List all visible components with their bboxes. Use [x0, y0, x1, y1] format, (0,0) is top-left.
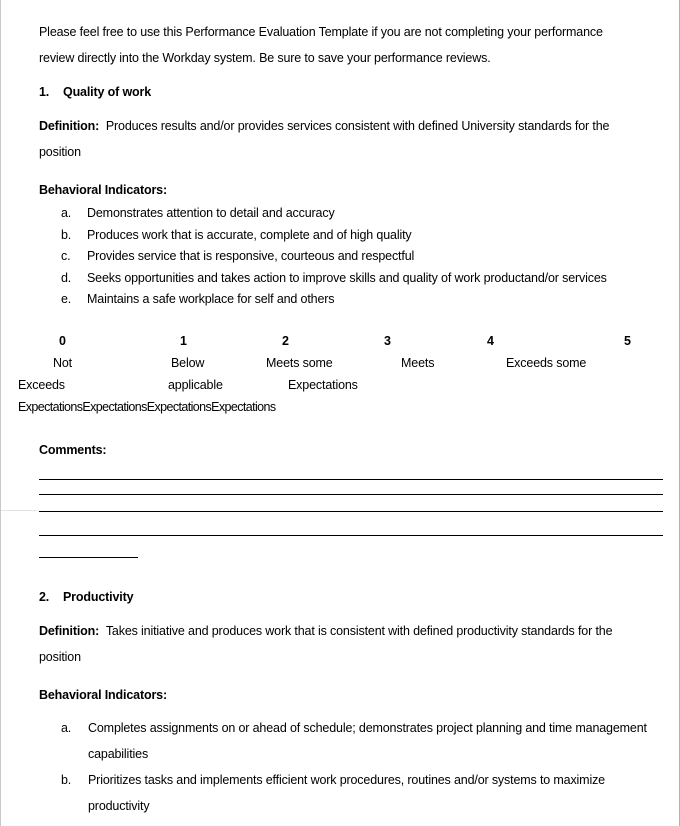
rating-label-not: Not: [53, 356, 73, 370]
rating-tick-5: 5: [624, 334, 631, 348]
definition-text-2: Takes initiative and produces work that is consistent with defined productivity standards for the position: [39, 624, 613, 664]
behavioral-indicators-heading-2: Behavioral Indicators:: [39, 688, 167, 702]
definition-text-1: Produces results and/or provides services consistent with defined University standards for the position: [39, 119, 610, 159]
indicator-item: [61, 767, 669, 819]
rating-label-exceeds-some: Exceeds some: [506, 356, 587, 370]
rating-label-below: Below: [171, 356, 205, 370]
section-heading-1: [39, 83, 151, 101]
indicator-marker: d.: [61, 270, 72, 285]
comment-line[interactable]: [39, 479, 663, 480]
definition-1: [39, 113, 643, 165]
indicator-text: Maintains a safe workplace for self and others: [87, 292, 335, 306]
indicator-marker: b.: [61, 227, 72, 242]
definition-label-1: Definition:: [39, 119, 100, 133]
indicator-marker: e.: [61, 292, 72, 306]
rating-label-expectations: Expectations: [288, 378, 358, 392]
behavioral-indicators-list-1: [61, 203, 671, 311]
indicator-marker: a.: [61, 721, 72, 735]
indicator-item: [61, 268, 671, 290]
indicator-marker: c.: [61, 249, 71, 263]
section-title-2: Productivity: [63, 590, 134, 604]
indicator-text: Demonstrates attention to detail and accuracy: [87, 206, 335, 220]
rating-tick-3: 3: [384, 334, 391, 348]
section-number-2: 2.: [39, 590, 50, 604]
comment-line[interactable]: [39, 494, 663, 495]
rating-label-meets-some: Meets some: [266, 356, 333, 370]
section-number-1: 1.: [39, 85, 50, 99]
section-heading-2: [39, 588, 133, 606]
rating-tick-2: 2: [282, 334, 289, 348]
indicator-text: Prioritizes tasks and implements efficient work procedures, routines and/or systems to maximize productivity: [88, 773, 605, 813]
indicator-item: [61, 246, 671, 268]
rating-label-meets: Meets: [401, 356, 435, 370]
indicator-marker: b.: [61, 773, 72, 787]
indicator-text: Provides service that is responsive, courteous and respectful: [87, 249, 415, 263]
rating-label-exceeds: Exceeds: [18, 378, 65, 392]
indicator-text: Produces work that is accurate, complete and of high quality: [87, 227, 412, 242]
rating-label-applicable: applicable: [168, 378, 223, 392]
rating-label-expectations-runon: ExpectationsExpectationsExpectationsExpectations: [18, 400, 276, 414]
comment-line-short[interactable]: [39, 557, 138, 558]
indicator-item: [61, 715, 669, 767]
rating-scale: [1, 330, 680, 420]
rating-tick-4: 4: [487, 334, 494, 348]
behavioral-indicators-list-2: [61, 715, 669, 819]
definition-label-2: Definition:: [39, 624, 100, 638]
indicator-item: [61, 289, 671, 311]
page-break-hairline: [1, 510, 37, 511]
intro-paragraph: Please feel free to use this Performance Evaluation Template if you are not completing your performance review directly into the Workday system. Be sure to save your performance reviews.: [39, 25, 603, 65]
indicator-item: [61, 225, 671, 247]
behavioral-indicators-heading-1: Behavioral Indicators:: [39, 183, 167, 197]
definition-2: [39, 618, 643, 670]
comments-heading: Comments:: [39, 443, 107, 457]
indicator-item: [61, 203, 671, 225]
indicator-text: Completes assignments on or ahead of schedule; demonstrates project planning and time management capabilities: [88, 721, 647, 761]
comment-line[interactable]: [39, 511, 663, 512]
comment-line[interactable]: [39, 535, 663, 536]
rating-tick-1: 1: [180, 334, 187, 348]
indicator-marker: a.: [61, 206, 72, 220]
rating-tick-0: 0: [59, 334, 66, 348]
section-title-1: Quality of work: [63, 85, 152, 99]
indicator-text: Seeks opportunities and takes action to improve skills and quality of work productand/or services: [87, 270, 607, 285]
